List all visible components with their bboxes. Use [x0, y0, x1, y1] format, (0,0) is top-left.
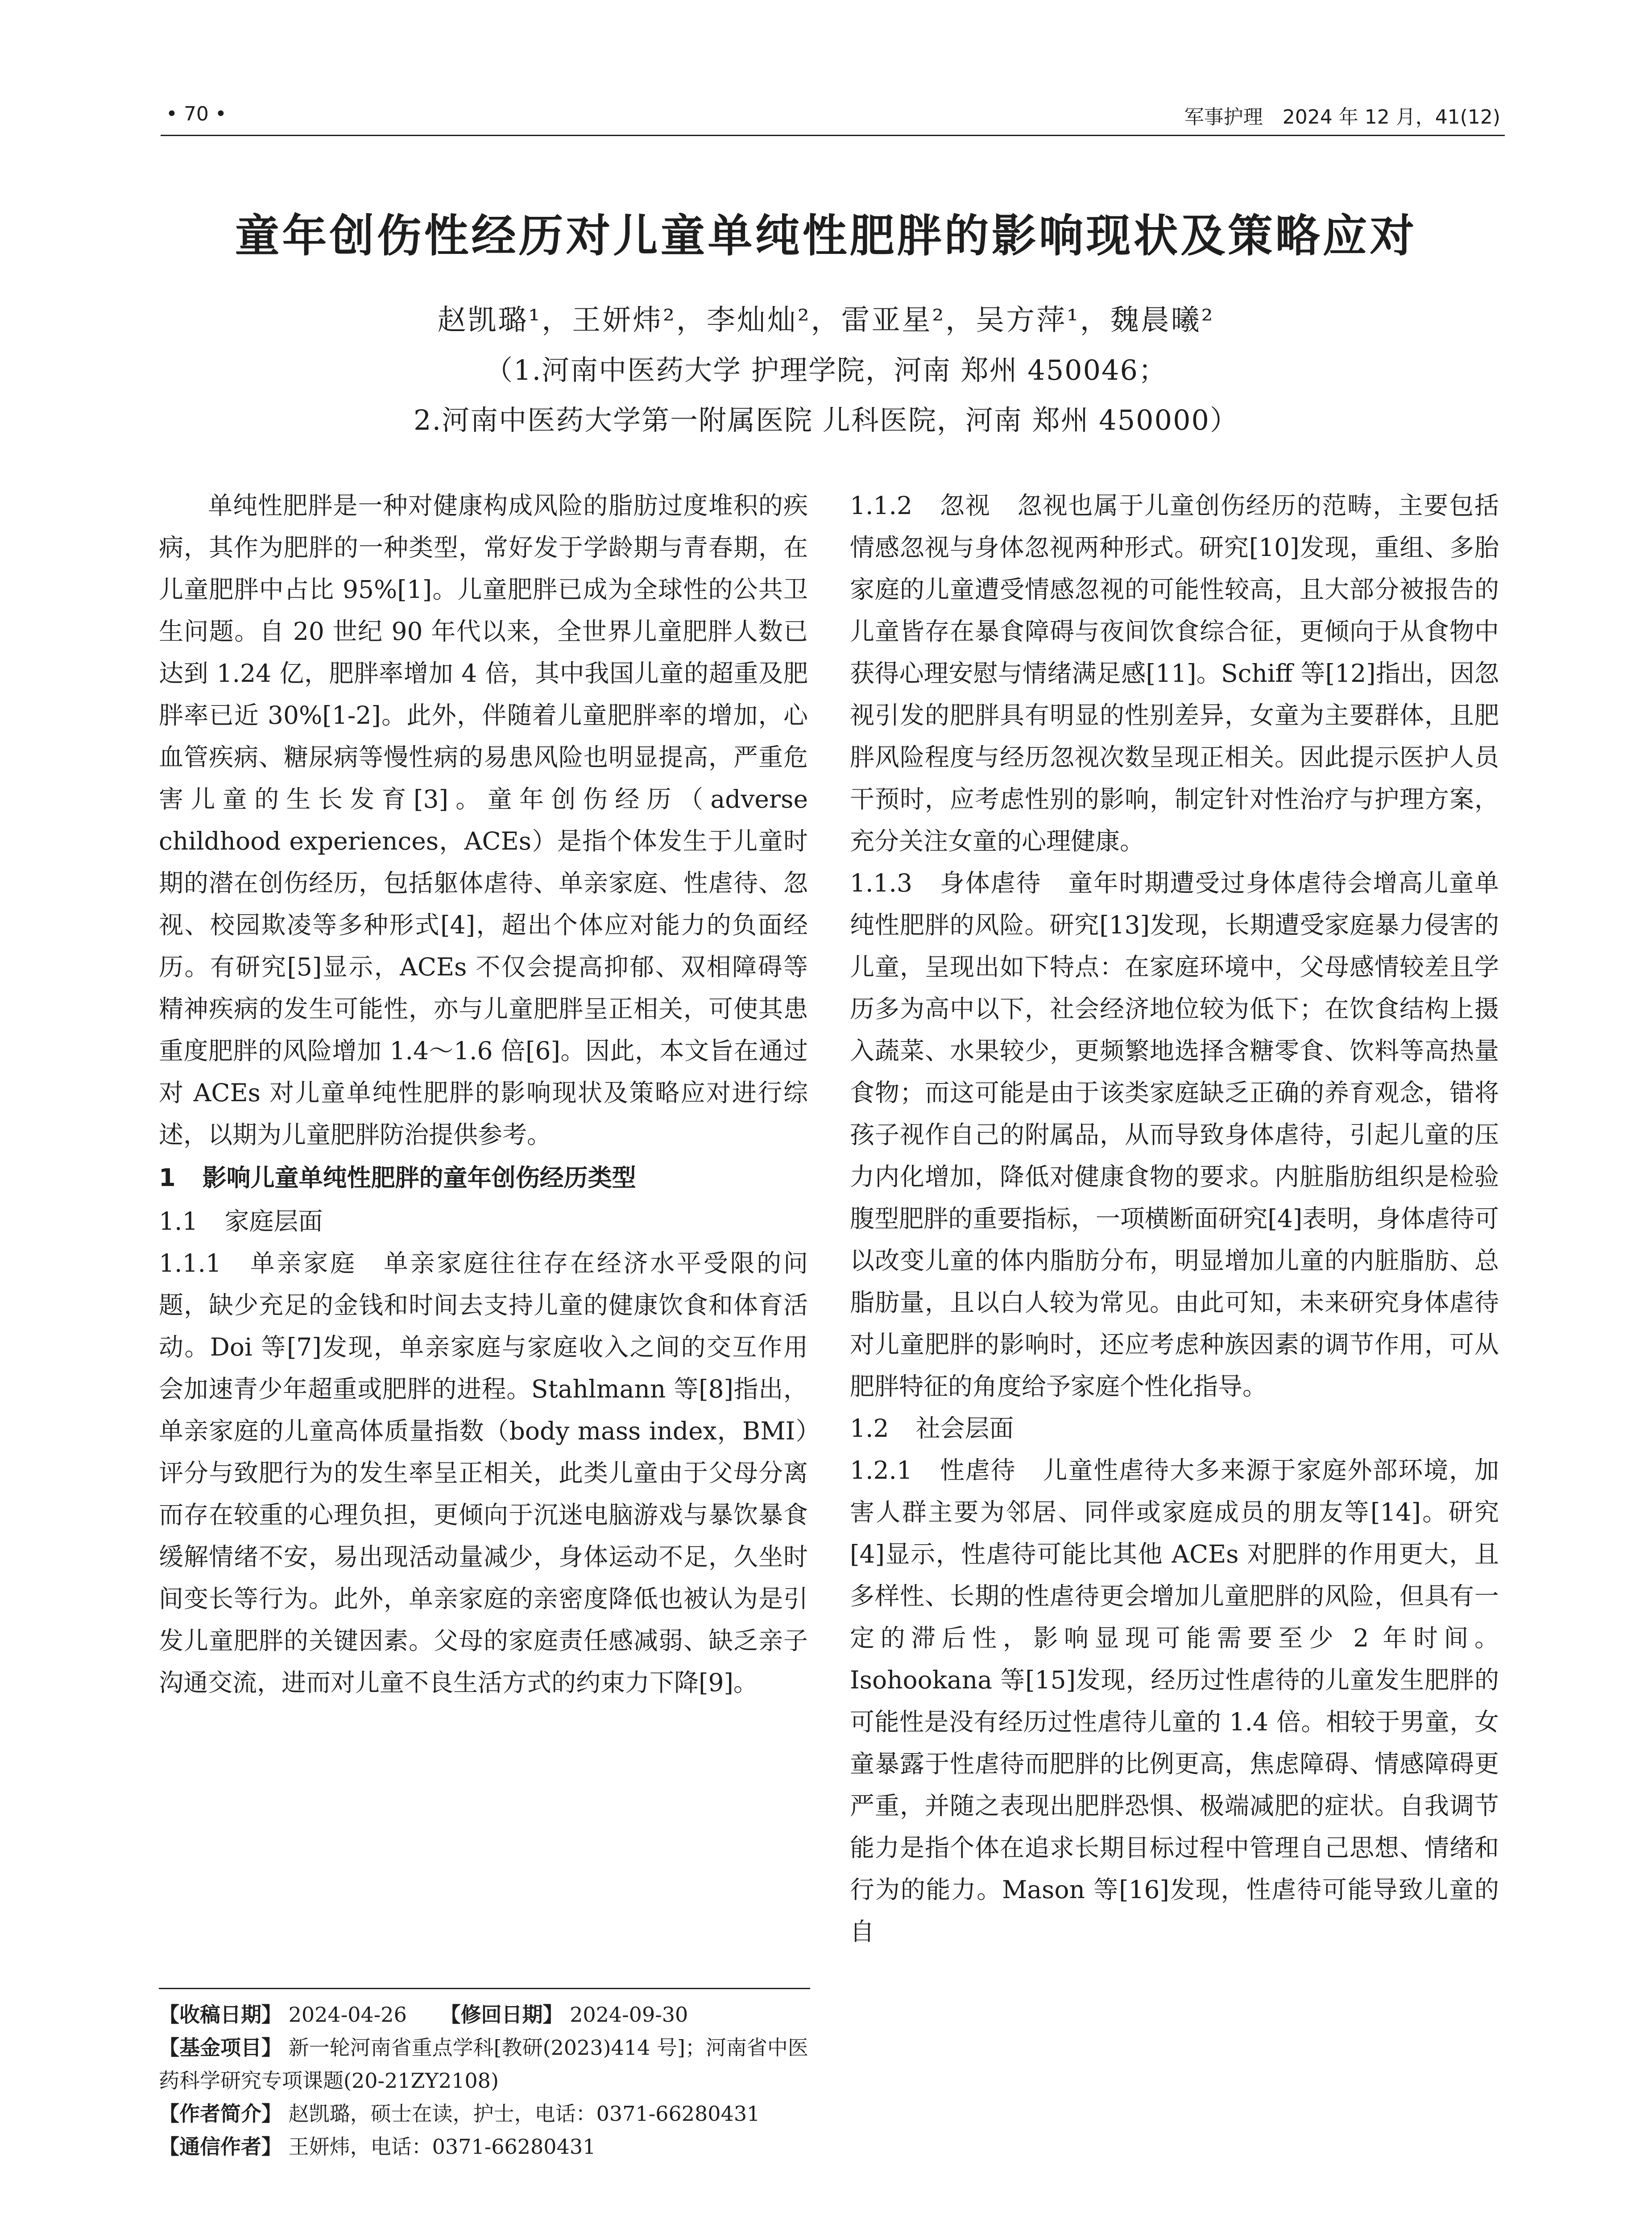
article-title: 童年创伤性经历对儿童单纯性肥胖的影响现状及策略应对 [235, 210, 1417, 262]
subsubsection-title: 忽视 [939, 491, 991, 520]
corresponding-label: 【通信作者】 [159, 2135, 282, 2159]
paragraph-1-1-1 [159, 1242, 808, 1704]
dates-row [159, 1998, 810, 2031]
corresponding-value: 王妍炜，电话：0371-66280431 [288, 2135, 596, 2159]
page-number: • 70 • [166, 103, 227, 125]
subsubsection-title: 单亲家庭 [248, 1249, 357, 1277]
section-heading [159, 1156, 808, 1200]
corresponding-row [159, 2130, 810, 2163]
paragraph-text: 单亲家庭往往存在经济水平受限的问题，缺少充足的金钱和时间去支持儿童的健康饮食和体育活动。Doi 等[7]发现，单亲家庭与家庭收入之间的交互作用会加速青少年超重或肥胖的进程。Stahlmann 等[8]指出，单亲家庭的儿童高体质量指数（body mass index，BMI）评分与致肥行为的发生率呈正相关，此类儿童由于父母分离而存在较重的心理负担，更倾向于沉迷电脑游戏与暴饮暴食缓解情绪不安，易出现活动量减少，身体运动不足，久坐时间变长等行为。此外，单亲家庭的亲密度降低也被认为是引发儿童肥胖的关键因素。父母的家庭责任感减弱、缺乏亲子沟通交流，进而对儿童不良生活方式的约束力下降[9]。 [159, 1249, 808, 1697]
intro-paragraph: 单纯性肥胖是一种对健康构成风险的脂肪过度堆积的疾病，其作为肥胖的一种类型，常好发于学龄期与青春期，在儿童肥胖中占比 95%[1]。儿童肥胖已成为全球性的公共卫生问题。自 20 世纪 90 年代以来，全世界儿童肥胖人数已达到 1.24 亿，肥胖率增加 4 倍，其中我国儿童的超重及肥胖率已近 30%[1-2]。此外，伴随着儿童肥胖率的增加，心血管疾病、糖尿病等慢性病的易患风险也明显提高，严重危害儿童的生长发育[3]。童年创伤经历（adverse childhood experiences，ACEs）是指个体发生于儿童时期的潜在创伤经历，包括躯体虐待、单亲家庭、性虐待、忽视、校园欺凌等多种形式[4]，超出个体应对能力的负面经历。有研究[5]显示，ACEs 不仅会提高抑郁、双相障碍等精神疾病的发生可能性，亦与儿童肥胖呈正相关，可使其患重度肥胖的风险增加 1.4～1.6 倍[6]。因此，本文旨在通过对 ACEs 对儿童单纯性肥胖的影响现状及策略应对进行综述，以期为儿童肥胖防治提供参考。 [159, 491, 808, 1149]
subsection-number: 1.2 [850, 1414, 889, 1443]
subsubsection-number: 1.1.1 [159, 1249, 221, 1277]
subsection-heading [850, 1407, 1499, 1449]
received-label: 【收稿日期】 [159, 2003, 282, 2027]
subsubsection-number: 1.1.2 [850, 491, 912, 520]
subsubsection-title: 性虐待 [939, 1456, 1016, 1485]
affiliation-2: 2.河南中医药大学第一附属医院 儿科医院，河南 郑州 450000） [414, 404, 1238, 436]
subsubsection-number: 1.2.1 [850, 1456, 912, 1485]
subsection-heading [159, 1200, 808, 1242]
subsection-title: 社会层面 [915, 1414, 1014, 1443]
section-number: 1 [159, 1164, 176, 1192]
subsection-number: 1.1 [159, 1207, 198, 1236]
affiliation-1: （1.河南中医药大学 护理学院，河南 郑州 450046； [485, 354, 1167, 386]
subsubsection-title: 身体虐待 [939, 869, 1042, 897]
journal-header: 军事护理 2024 年 12 月，41(12) [1184, 106, 1500, 129]
author-bio-value: 赵凯璐，硕士在读，护士，电话：0371-66280431 [288, 2102, 760, 2126]
header-rule [161, 135, 1505, 136]
revised-date: 2024-09-30 [570, 2003, 688, 2027]
paragraph-1-2-1 [850, 1449, 1499, 1953]
received-date: 2024-04-26 [288, 2003, 407, 2027]
author-bio-row [159, 2097, 810, 2130]
paragraph-1-1-2 [850, 485, 1499, 862]
fund-row [159, 2031, 810, 2097]
fund-label: 【基金项目】 [159, 2036, 282, 2060]
left-column [159, 485, 808, 1704]
paragraph-1-1-3 [850, 862, 1499, 1407]
footnotes [159, 1988, 810, 2163]
author-bio-label: 【作者简介】 [159, 2102, 282, 2126]
paragraph-text: 忽视也属于儿童创伤经历的范畴，主要包括情感忽视与身体忽视两种形式。研究[10]发现，重组、多胎家庭的儿童遭受情感忽视的可能性较高，且大部分被报告的儿童皆存在暴食障碍与夜间饮食综合征，更倾向于从食物中获得心理安慰与情绪满足感[11]。Schiff 等[12]指出，因忽视引发的肥胖具有明显的性别差异，女童为主要群体，且肥胖风险程度与经历忽视次数呈现正相关。因此提示医护人员干预时，应考虑性别的影响，制定针对性治疗与护理方案，充分关注女童的心理健康。 [850, 491, 1499, 855]
subsubsection-number: 1.1.3 [850, 869, 912, 897]
fund-value: 新一轮河南省重点学科[教研(2023)414 号]；河南省中医药科学研究专项课题(20-21ZY2108) [159, 2036, 808, 2093]
paragraph-text: 童年时期遭受过身体虐待会增高儿童单纯性肥胖的风险。研究[13]发现，长期遭受家庭暴力侵害的儿童，呈现出如下特点：在家庭环境中，父母感情较差且学历多为高中以下，社会经济地位较为低下；在饮食结构上摄入蔬菜、水果较少，更频繁地选择含糖零食、饮料等高热量食物；而这可能是由于该类家庭缺乏正确的养育观念，错将孩子视作自己的附属品，从而导致身体虐待，引起儿童的压力内化增加，降低对健康食物的要求。内脏脂肪组织是检验腹型肥胖的重要指标，一项横断面研究[4]表明，身体虐待可以改变儿童的体内脂肪分布，明显增加儿童的内脏脂肪、总脂肪量，且以白人较为常见。由此可知，未来研究身体虐待对儿童肥胖的影响时，还应考虑种族因素的调节作用，可从肥胖特征的角度给予家庭个性化指导。 [850, 869, 1499, 1401]
revised-label: 【修回日期】 [440, 2003, 563, 2027]
section-title: 影响儿童单纯性肥胖的童年创伤经历类型 [202, 1164, 636, 1192]
subsection-title: 家庭层面 [224, 1207, 323, 1236]
author-list: 赵凯璐¹，王妍炜²，李灿灿²，雷亚星²，吴方萍¹，魏晨曦² [437, 304, 1215, 337]
right-column [850, 485, 1499, 1953]
paragraph-text: 儿童性虐待大多来源于家庭外部环境，加害人群主要为邻居、同伴或家庭成员的朋友等[14]。研究[4]显示，性虐待可能比其他 ACEs 对肥胖的作用更大，且多样性、长期的性虐待更会增加儿童肥胖的风险，但具有一定的滞后性，影响显现可能需要至少 2 年时间。Isohookana 等[15]发现，经历过性虐待的儿童发生肥胖的可能性是没有经历过性虐待儿童的 1.4 倍。相较于男童，女童暴露于性虐待而肥胖的比例更高，焦虑障碍、情感障碍更严重，并随之表现出肥胖恐惧、极端减肥的症状。自我调节能力是指个体在追求长期目标过程中管理自己思想、情绪和行为的能力。Mason 等[16]发现，性虐待可能导致儿童的自 [850, 1456, 1499, 1946]
